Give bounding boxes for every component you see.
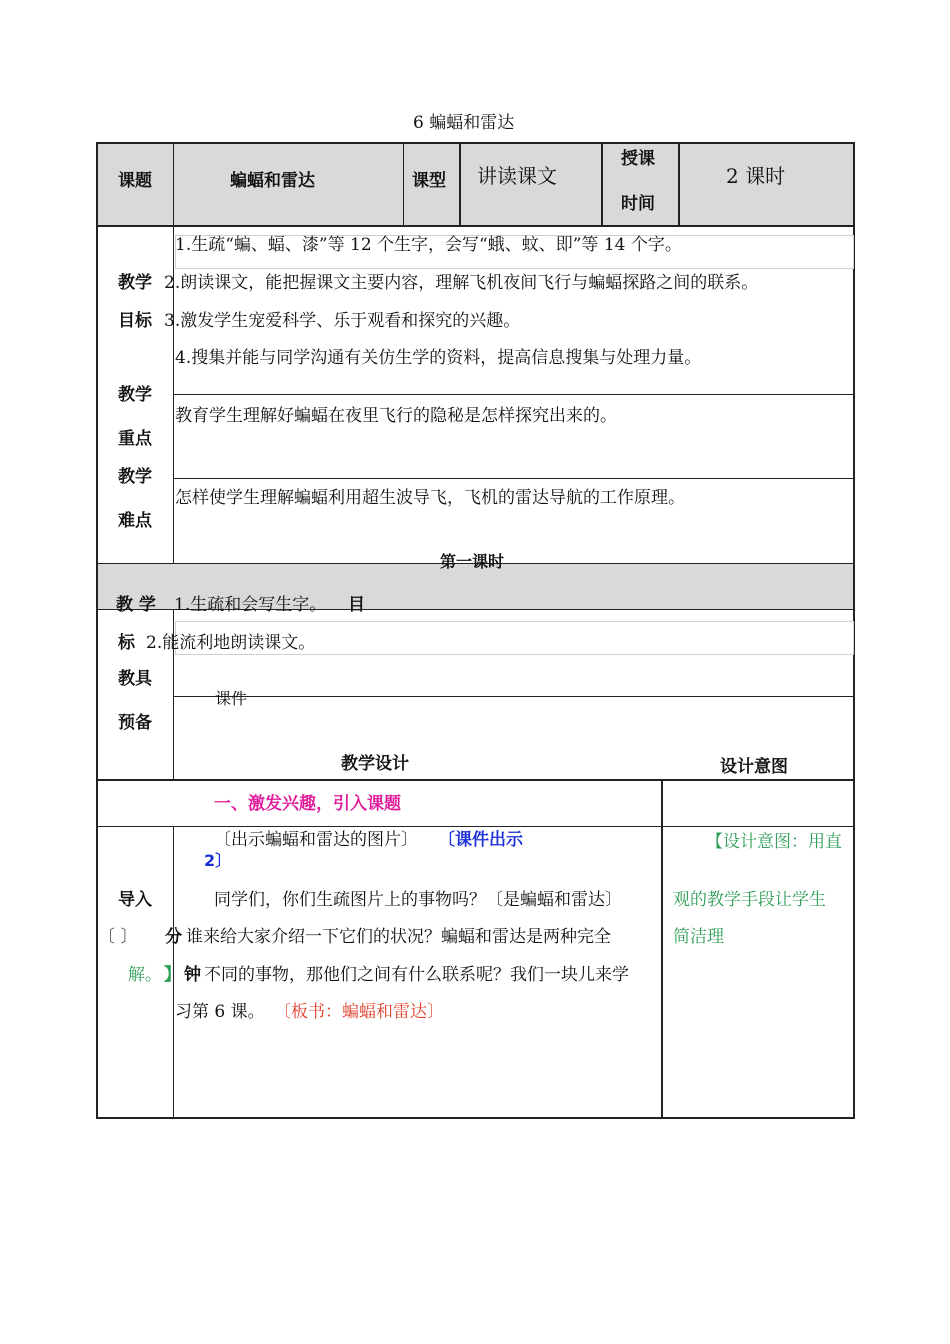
rule	[96, 225, 855, 227]
goals-label-2: 目标	[118, 311, 152, 331]
para-4: 习第 6 课。	[175, 1002, 265, 1022]
diff-text: 怎样使学生理解蝙蝠利用超生波导飞，飞机的雷达导航的工作原理。	[175, 488, 685, 508]
rule	[459, 142, 461, 226]
rule	[661, 780, 663, 1118]
rule	[601, 142, 603, 226]
key-label-2: 重点	[118, 429, 152, 449]
show-picture-text: 〔出示蝙蝠和雷达的图片〕	[214, 830, 418, 850]
intro-label: 导入	[118, 890, 152, 910]
goal-item: 1.生疏“蝙、蝠、漆”等 12 个生字，会写“蛾、蚊、即”等 14 个字。	[175, 235, 682, 255]
board-text: 〔板书：蝙蝠和雷达〕	[274, 1002, 444, 1022]
diff-label-1: 教学	[118, 467, 152, 487]
rule	[174, 478, 855, 479]
topic-value: 蝙蝠和雷达	[230, 171, 315, 191]
col-intent-header: 设计意图	[720, 757, 788, 777]
courseware-text: 〔课件出示	[438, 830, 523, 850]
type-value: 讲读课文	[477, 164, 557, 188]
courseware-text-2: 2〕	[204, 851, 232, 870]
key-label-1: 教学	[118, 385, 152, 405]
intent-line: 解。	[128, 965, 162, 985]
intent-bracket: 】	[164, 965, 181, 985]
label-topic: 课题	[118, 171, 152, 191]
rule	[96, 1117, 855, 1119]
rule	[174, 394, 855, 395]
section-title: 一、激发兴趣，引入课题	[214, 794, 401, 814]
rule	[403, 142, 404, 226]
diff-label-2: 难点	[118, 511, 152, 531]
goal-item: 3.激发学生宠爱科学、乐于观看和探究的兴趣。	[164, 311, 521, 331]
lesson1-goal-1: 1.生疏和会写生字。	[174, 595, 327, 615]
label-type: 课型	[412, 171, 446, 191]
label-time-1: 授课	[621, 149, 655, 169]
minute-bracket: 〔 〕	[98, 927, 138, 947]
lesson1-label-1: 教 学	[116, 595, 156, 615]
intent-line: 简洁理	[673, 927, 724, 947]
rule	[96, 142, 98, 1118]
goals-label-1: 教学	[118, 273, 152, 293]
intent-line: 【设计意图：用直	[706, 832, 842, 852]
rule	[173, 142, 174, 226]
rule	[678, 142, 680, 226]
goal-item: 4.搜集并能与同学沟通有关仿生学的资料，提高信息搜集与处理力量。	[175, 348, 702, 368]
tools-label-2: 预备	[118, 713, 152, 733]
lesson1-goal-1-tail: 目	[348, 595, 365, 615]
rule	[174, 696, 855, 697]
rule	[96, 779, 855, 781]
lesson1-heading: 第一课时	[440, 552, 505, 571]
minute-label: 分	[165, 927, 182, 947]
rule	[96, 142, 855, 144]
tools-text: 课件	[215, 689, 248, 708]
para-2: 谁来给大家介绍一下它们的状况？蝙蝠和雷达是两种完全	[186, 927, 611, 947]
goal-item: 2.朗读课文，能把握课文主要内容，理解飞机夜间飞行与蝙蝠探路之间的联系。	[164, 273, 759, 293]
lesson1-label-2: 标	[118, 633, 135, 653]
time-value: 2 课时	[726, 164, 786, 188]
para-3: 不同的事物，那他们之间有什么联系呢？我们一块儿来学	[204, 965, 629, 985]
minute-label-tail: 钟	[184, 965, 201, 985]
para-1: 同学们，你们生疏图片上的事物吗？〔是蝙蝠和雷达〕	[214, 890, 622, 910]
col-design-header: 教学设计	[341, 754, 409, 774]
intent-line: 观的教学手段让学生	[673, 890, 826, 910]
key-text: 教育学生理解好蝙蝠在夜里飞行的隐秘是怎样探究出来的。	[175, 406, 617, 426]
label-time-2: 时间	[621, 194, 655, 214]
lesson1-goal-2: 2.能流利地朗读课文。	[146, 633, 316, 653]
page-title: 6 蝙蝠和雷达	[413, 113, 515, 133]
tools-label-1: 教具	[118, 669, 152, 689]
